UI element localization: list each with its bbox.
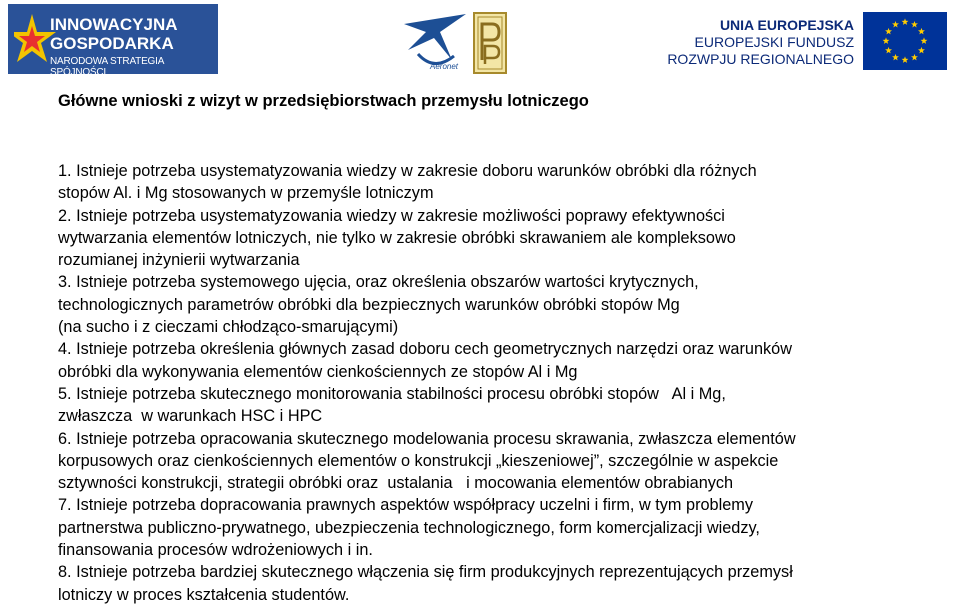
eu-fund-line2: ROZWPJU REGIONALNEGO [667,51,854,67]
list-item [58,428,928,495]
program-name-line2: GOSPODARKA [50,34,174,53]
list-item-line: 5. Istnieje potrzeba skutecznego monitorowania stabilności procesu obróbki stopów Al i Mg, [58,384,726,403]
eu-flag-icon [863,12,947,70]
list-item-line: 7. Istnieje potrzeba dopracowania prawnych aspektów współpracy uczelni i firm, w tym problemy [58,496,753,515]
list-item-line: (na sucho i z cieczami chłodząco-smarującymi) [58,318,399,337]
list-item-line: 6. Istnieje potrzeba opracowania skutecznego modelowania procesu skrawania, zwłaszcza elementów [58,429,796,448]
university-emblem-icon [473,12,507,74]
list-item [58,338,928,383]
header [0,0,960,78]
list-item-line: technologicznych parametrów obróbki dla bezpiecznych warunków obróbki stopów Mg [58,295,680,314]
list-item-line: partnerstwa publiczno-prywatnego, ubezpieczenia technologicznego, form komercjalizacji wiedzy, [58,518,760,537]
list-item-line: rozumianej inżynierii wytwarzania [58,251,300,270]
page-title: Główne wnioski z wizyt w przedsiębiorstwach przemysłu lotniczego [58,92,589,110]
list-item-line: sztywności konstrukcji, strategii obróbki oraz ustalania i mocowania elementów obrabianych [58,474,734,493]
list-item-line: lotniczy w proces kształcenia studentów. [58,585,350,604]
list-item-line: 2. Istnieje potrzeba usystematyzowania wiedzy w zakresie możliwości poprawy efektywności [58,206,725,225]
list-item [58,271,928,338]
list-item-line: korpusowych oraz cienkościennych elementów o konstrukcji „kieszeniowej”, szczególnie w aspekcie [58,451,779,470]
list-item [58,160,928,205]
list-item-line: 1. Istnieje potrzeba usystematyzowania wiedzy w zakresie doboru warunków obróbki dla różnych [58,162,757,180]
innowacyjna-gospodarka-logo [8,4,218,78]
list-item-line: wytwarzania elementów lotniczych, nie tylko w zakresie obróbki skrawaniem ale kompleksowo [58,228,736,247]
eu-fund-line1: EUROPEJSKI FUNDUSZ [694,34,854,50]
list-item-line: finansowania procesów wdrożeniowych i in. [58,541,373,560]
list-item-line: zwłaszcza w warunkach HSC i HPC [58,407,323,426]
list-item-line: 8. Istnieje potrzeba bardziej skutecznego włączenia się firm produkcyjnych reprezentujących przemysł [58,563,793,582]
list-item-line: obróbki dla wykonywania elementów cienkościennych ze stopów Al i Mg [58,362,578,381]
program-subtitle: NARODOWA STRATEGIA SPÓJNOŚCI [50,56,164,78]
aeronet-logo-text: Aeronet [430,62,459,71]
conclusions-list [58,160,928,606]
list-item [58,205,928,272]
list-item-line: 3. Istnieje potrzeba systemowego ujęcia, oraz określenia obszarów wartości krytycznych, [58,273,699,292]
list-item [58,494,928,561]
program-name-line1: INNOWACYJNA [50,15,178,34]
list-item [58,561,928,606]
list-item-line: 4. Istnieje potrzeba określenia głównych zasad doboru cech geometrycznych narzędzi oraz warunków [58,340,792,359]
list-item [58,383,928,428]
eu-fund-text [667,17,854,68]
eu-name: UNIA EUROPEJSKA [719,17,854,33]
list-item-line: stopów Al. i Mg stosowanych w przemyśle lotniczym [58,184,434,203]
aeronet-logo-icon [400,10,470,72]
